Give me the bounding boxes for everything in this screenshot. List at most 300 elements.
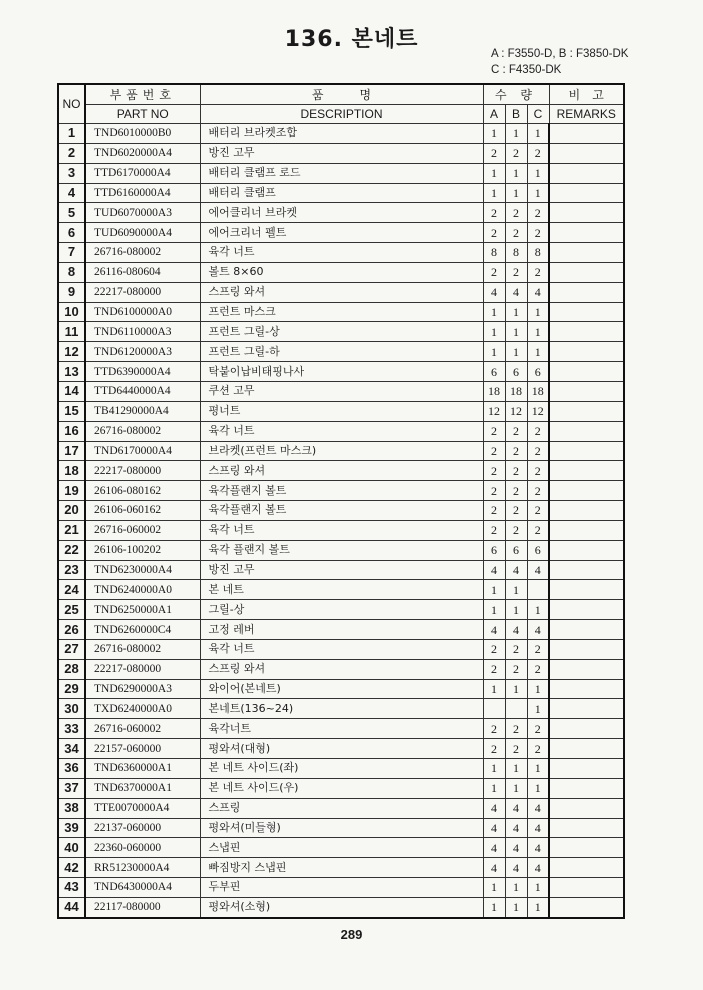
part-number: TTD6390000A4 (85, 362, 200, 382)
header-col-a: A (483, 105, 505, 124)
row-number: 13 (58, 362, 85, 382)
header-remarks-en: REMARKS (549, 105, 624, 124)
table-row (58, 520, 624, 540)
qty-c: 1 (527, 163, 549, 183)
qty-c: 2 (527, 223, 549, 243)
remarks (549, 798, 624, 818)
qty-c (527, 580, 549, 600)
table-row (58, 124, 624, 144)
part-number: 26716-080002 (85, 243, 200, 263)
qty-c: 2 (527, 143, 549, 163)
qty-c: 1 (527, 342, 549, 362)
qty-b: 1 (505, 878, 527, 898)
table-row (58, 481, 624, 501)
description: 육각 너트 (200, 421, 483, 441)
qty-c: 2 (527, 461, 549, 481)
header-col-c: C (527, 105, 549, 124)
table-row (58, 461, 624, 481)
remarks (549, 124, 624, 144)
description: 본네트(136~24) (200, 699, 483, 719)
description: 육각플랜지 볼트 (200, 481, 483, 501)
qty-a: 6 (483, 362, 505, 382)
part-number: TTD6160000A4 (85, 183, 200, 203)
description: 볼트 8×60 (200, 262, 483, 282)
row-number: 3 (58, 163, 85, 183)
part-number: 22157-060000 (85, 739, 200, 759)
table-row (58, 897, 624, 917)
part-number: TND6120000A3 (85, 342, 200, 362)
qty-b: 1 (505, 759, 527, 779)
remarks (549, 600, 624, 620)
remarks (549, 322, 624, 342)
table-row (58, 778, 624, 798)
table-row (58, 223, 624, 243)
qty-b: 2 (505, 719, 527, 739)
row-number: 20 (58, 501, 85, 521)
row-number: 7 (58, 243, 85, 263)
qty-b: 2 (505, 501, 527, 521)
qty-b: 12 (505, 401, 527, 421)
remarks (549, 560, 624, 580)
row-number: 14 (58, 381, 85, 401)
qty-a: 1 (483, 759, 505, 779)
qty-a: 4 (483, 818, 505, 838)
row-number: 16 (58, 421, 85, 441)
description: 배터리 클램프 (200, 183, 483, 203)
qty-a: 2 (483, 421, 505, 441)
table-row (58, 679, 624, 699)
remarks (549, 878, 624, 898)
row-number: 30 (58, 699, 85, 719)
part-number: TND6290000A3 (85, 679, 200, 699)
part-number: TND6430000A4 (85, 878, 200, 898)
description: 평와셔(대형) (200, 739, 483, 759)
row-number: 21 (58, 520, 85, 540)
row-number: 17 (58, 441, 85, 461)
table-row (58, 143, 624, 163)
qty-a: 1 (483, 878, 505, 898)
row-number: 34 (58, 739, 85, 759)
remarks (549, 759, 624, 779)
header-col-b: B (505, 105, 527, 124)
qty-a: 2 (483, 719, 505, 739)
part-number: RR51230000A4 (85, 858, 200, 878)
remarks (549, 620, 624, 640)
qty-a: 2 (483, 262, 505, 282)
header-desc-en: DESCRIPTION (200, 105, 483, 124)
qty-a: 4 (483, 798, 505, 818)
remarks (549, 679, 624, 699)
qty-a (483, 699, 505, 719)
remarks (549, 401, 624, 421)
description: 스냅핀 (200, 838, 483, 858)
row-number: 15 (58, 401, 85, 421)
qty-b: 1 (505, 302, 527, 322)
qty-b: 1 (505, 342, 527, 362)
description: 쿠션 고무 (200, 381, 483, 401)
qty-c: 2 (527, 481, 549, 501)
qty-a: 4 (483, 620, 505, 640)
qty-b: 1 (505, 600, 527, 620)
table-row (58, 540, 624, 560)
qty-b: 1 (505, 897, 527, 917)
qty-a: 1 (483, 302, 505, 322)
part-number: 26106-100202 (85, 540, 200, 560)
part-number: TTD6170000A4 (85, 163, 200, 183)
row-number: 37 (58, 778, 85, 798)
remarks (549, 897, 624, 917)
description: 육각 플랜지 볼트 (200, 540, 483, 560)
table-row (58, 163, 624, 183)
qty-c: 6 (527, 540, 549, 560)
qty-b: 4 (505, 858, 527, 878)
qty-c: 4 (527, 620, 549, 640)
part-number: TTD6440000A4 (85, 381, 200, 401)
row-number: 12 (58, 342, 85, 362)
row-number: 5 (58, 203, 85, 223)
description: 배터리 브라켓조합 (200, 124, 483, 144)
qty-c: 2 (527, 421, 549, 441)
part-number: TXD6240000A0 (85, 699, 200, 719)
qty-b: 1 (505, 322, 527, 342)
qty-c: 1 (527, 600, 549, 620)
row-number: 33 (58, 719, 85, 739)
remarks (549, 302, 624, 322)
table-row (58, 262, 624, 282)
row-number: 23 (58, 560, 85, 580)
qty-c: 4 (527, 858, 549, 878)
description: 본 네트 사이드(좌) (200, 759, 483, 779)
table-row (58, 501, 624, 521)
qty-a: 1 (483, 679, 505, 699)
qty-c: 1 (527, 322, 549, 342)
row-number: 29 (58, 679, 85, 699)
table-row (58, 639, 624, 659)
qty-b: 1 (505, 778, 527, 798)
qty-c: 1 (527, 699, 549, 719)
row-number: 11 (58, 322, 85, 342)
page-number: 289 (340, 927, 363, 942)
model-legend (491, 46, 628, 78)
qty-c: 2 (527, 501, 549, 521)
qty-c: 1 (527, 679, 549, 699)
header-remarks-kr: 비 고 (549, 84, 624, 105)
qty-c: 1 (527, 302, 549, 322)
header-part-no-kr: 부품번호 (85, 84, 200, 105)
remarks (549, 639, 624, 659)
qty-a: 1 (483, 342, 505, 362)
remarks (549, 778, 624, 798)
qty-a: 4 (483, 858, 505, 878)
part-number: TND6240000A0 (85, 580, 200, 600)
qty-b: 2 (505, 520, 527, 540)
qty-a: 2 (483, 441, 505, 461)
remarks (549, 262, 624, 282)
qty-a: 1 (483, 124, 505, 144)
qty-b: 4 (505, 798, 527, 818)
part-number: TTE0070000A4 (85, 798, 200, 818)
qty-b: 2 (505, 481, 527, 501)
qty-c: 4 (527, 282, 549, 302)
qty-a: 1 (483, 163, 505, 183)
qty-a: 8 (483, 243, 505, 263)
table-row (58, 798, 624, 818)
remarks (549, 580, 624, 600)
table-row (58, 381, 624, 401)
row-number: 19 (58, 481, 85, 501)
qty-c: 1 (527, 124, 549, 144)
row-number: 2 (58, 143, 85, 163)
qty-b: 8 (505, 243, 527, 263)
qty-b: 2 (505, 659, 527, 679)
part-number: 22217-080000 (85, 461, 200, 481)
table-row (58, 600, 624, 620)
remarks (549, 501, 624, 521)
remarks (549, 243, 624, 263)
qty-a: 1 (483, 580, 505, 600)
qty-b: 2 (505, 461, 527, 481)
description: 스프링 와셔 (200, 282, 483, 302)
qty-a: 1 (483, 778, 505, 798)
qty-a: 2 (483, 143, 505, 163)
description: 고정 레버 (200, 620, 483, 640)
table-row (58, 183, 624, 203)
part-number: TND6170000A4 (85, 441, 200, 461)
remarks (549, 441, 624, 461)
part-number: TND6100000A0 (85, 302, 200, 322)
description: 육각 너트 (200, 243, 483, 263)
part-number: TND6230000A4 (85, 560, 200, 580)
remarks (549, 659, 624, 679)
qty-a: 2 (483, 481, 505, 501)
row-number: 27 (58, 639, 85, 659)
row-number: 9 (58, 282, 85, 302)
qty-a: 1 (483, 183, 505, 203)
table-row (58, 560, 624, 580)
description: 육각 너트 (200, 520, 483, 540)
qty-c: 1 (527, 183, 549, 203)
remarks (549, 282, 624, 302)
remarks (549, 858, 624, 878)
table-row (58, 282, 624, 302)
description: 본 네트 사이드(우) (200, 778, 483, 798)
qty-a: 4 (483, 560, 505, 580)
remarks (549, 481, 624, 501)
part-number: TND6260000C4 (85, 620, 200, 640)
description: 프런트 그릴-상 (200, 322, 483, 342)
description: 육각너트 (200, 719, 483, 739)
description: 브라켓(프런트 마스크) (200, 441, 483, 461)
description: 배터리 클램프 로드 (200, 163, 483, 183)
row-number: 40 (58, 838, 85, 858)
qty-b: 4 (505, 818, 527, 838)
row-number: 39 (58, 818, 85, 838)
part-number: TB41290000A4 (85, 401, 200, 421)
row-number: 42 (58, 858, 85, 878)
table-row (58, 818, 624, 838)
table-row (58, 441, 624, 461)
row-number: 28 (58, 659, 85, 679)
qty-b: 4 (505, 838, 527, 858)
qty-c: 2 (527, 520, 549, 540)
part-number: 26716-060002 (85, 719, 200, 739)
part-number: TND6010000B0 (85, 124, 200, 144)
remarks (549, 520, 624, 540)
qty-a: 2 (483, 520, 505, 540)
table-row (58, 858, 624, 878)
qty-b: 2 (505, 421, 527, 441)
remarks (549, 203, 624, 223)
row-number: 43 (58, 878, 85, 898)
description: 프런트 그릴-하 (200, 342, 483, 362)
part-number: TND6370000A1 (85, 778, 200, 798)
description: 스프링 (200, 798, 483, 818)
qty-a: 6 (483, 540, 505, 560)
qty-c: 12 (527, 401, 549, 421)
remarks (549, 699, 624, 719)
remarks (549, 342, 624, 362)
remarks (549, 719, 624, 739)
row-number: 18 (58, 461, 85, 481)
table-row (58, 322, 624, 342)
qty-a: 18 (483, 381, 505, 401)
qty-b: 1 (505, 124, 527, 144)
qty-b: 6 (505, 362, 527, 382)
description: 본 네트 (200, 580, 483, 600)
description: 탁붙이납비태핑나사 (200, 362, 483, 382)
qty-b: 2 (505, 143, 527, 163)
qty-b: 6 (505, 540, 527, 560)
table-row (58, 580, 624, 600)
table-row (58, 243, 624, 263)
part-number: 22217-080000 (85, 659, 200, 679)
qty-c: 1 (527, 897, 549, 917)
remarks (549, 421, 624, 441)
remarks (549, 183, 624, 203)
qty-b: 1 (505, 163, 527, 183)
qty-c: 6 (527, 362, 549, 382)
part-number: 26116-080604 (85, 262, 200, 282)
part-number: 22137-060000 (85, 818, 200, 838)
qty-b (505, 699, 527, 719)
description: 평너트 (200, 401, 483, 421)
row-number: 26 (58, 620, 85, 640)
table-row (58, 401, 624, 421)
row-number: 38 (58, 798, 85, 818)
qty-c: 4 (527, 560, 549, 580)
remarks (549, 739, 624, 759)
qty-a: 1 (483, 322, 505, 342)
qty-a: 2 (483, 639, 505, 659)
table-row (58, 838, 624, 858)
table-row (58, 759, 624, 779)
qty-b: 2 (505, 639, 527, 659)
table-row (58, 699, 624, 719)
qty-a: 2 (483, 203, 505, 223)
part-number: 22217-080000 (85, 282, 200, 302)
qty-c: 2 (527, 639, 549, 659)
qty-a: 2 (483, 461, 505, 481)
qty-b: 18 (505, 381, 527, 401)
qty-c: 2 (527, 659, 549, 679)
remarks (549, 818, 624, 838)
qty-b: 4 (505, 560, 527, 580)
qty-c: 1 (527, 778, 549, 798)
qty-c: 2 (527, 441, 549, 461)
part-number: 26106-060162 (85, 501, 200, 521)
part-number: TND6110000A3 (85, 322, 200, 342)
qty-c: 4 (527, 818, 549, 838)
remarks (549, 223, 624, 243)
row-number: 24 (58, 580, 85, 600)
table-row (58, 878, 624, 898)
remarks (549, 461, 624, 481)
part-number: TND6250000A1 (85, 600, 200, 620)
parts-table (57, 83, 625, 919)
qty-c: 2 (527, 739, 549, 759)
qty-b: 2 (505, 739, 527, 759)
page-title: 136. 본네트 (284, 27, 419, 52)
row-number: 22 (58, 540, 85, 560)
row-number: 8 (58, 262, 85, 282)
qty-c: 2 (527, 203, 549, 223)
row-number: 44 (58, 897, 85, 917)
description: 에어클리너 브라켓 (200, 203, 483, 223)
description: 스프링 와셔 (200, 659, 483, 679)
part-number: TUD6090000A4 (85, 223, 200, 243)
remarks (549, 381, 624, 401)
part-number: 26716-080002 (85, 639, 200, 659)
qty-a: 1 (483, 600, 505, 620)
description: 와이어(본네트) (200, 679, 483, 699)
remarks (549, 163, 624, 183)
part-number: 22360-060000 (85, 838, 200, 858)
header-no: NO (58, 84, 85, 124)
model-legend-line-2: C : F4350-DK (491, 64, 562, 76)
remarks (549, 362, 624, 382)
qty-b: 4 (505, 620, 527, 640)
qty-c: 4 (527, 798, 549, 818)
qty-a: 2 (483, 739, 505, 759)
header-qty: 수 량 (483, 84, 549, 105)
row-number: 25 (58, 600, 85, 620)
qty-c: 2 (527, 262, 549, 282)
row-number: 6 (58, 223, 85, 243)
table-row (58, 659, 624, 679)
row-number: 10 (58, 302, 85, 322)
header-desc-kr: 품 명 (200, 84, 483, 105)
qty-c: 18 (527, 381, 549, 401)
qty-c: 1 (527, 759, 549, 779)
row-number: 4 (58, 183, 85, 203)
description: 스프링 와셔 (200, 461, 483, 481)
model-legend-line-1: A : F3550-D, B : F3850-DK (491, 48, 629, 60)
part-number: 26716-060002 (85, 520, 200, 540)
qty-b: 1 (505, 580, 527, 600)
remarks (549, 143, 624, 163)
description: 그릴-상 (200, 600, 483, 620)
description: 에어크리너 펠트 (200, 223, 483, 243)
qty-c: 2 (527, 719, 549, 739)
description: 프런트 마스크 (200, 302, 483, 322)
description: 빠짐방지 스냅핀 (200, 858, 483, 878)
description: 육각 너트 (200, 639, 483, 659)
table-row (58, 362, 624, 382)
description: 두부핀 (200, 878, 483, 898)
table-row (58, 719, 624, 739)
qty-a: 2 (483, 223, 505, 243)
table-row (58, 203, 624, 223)
